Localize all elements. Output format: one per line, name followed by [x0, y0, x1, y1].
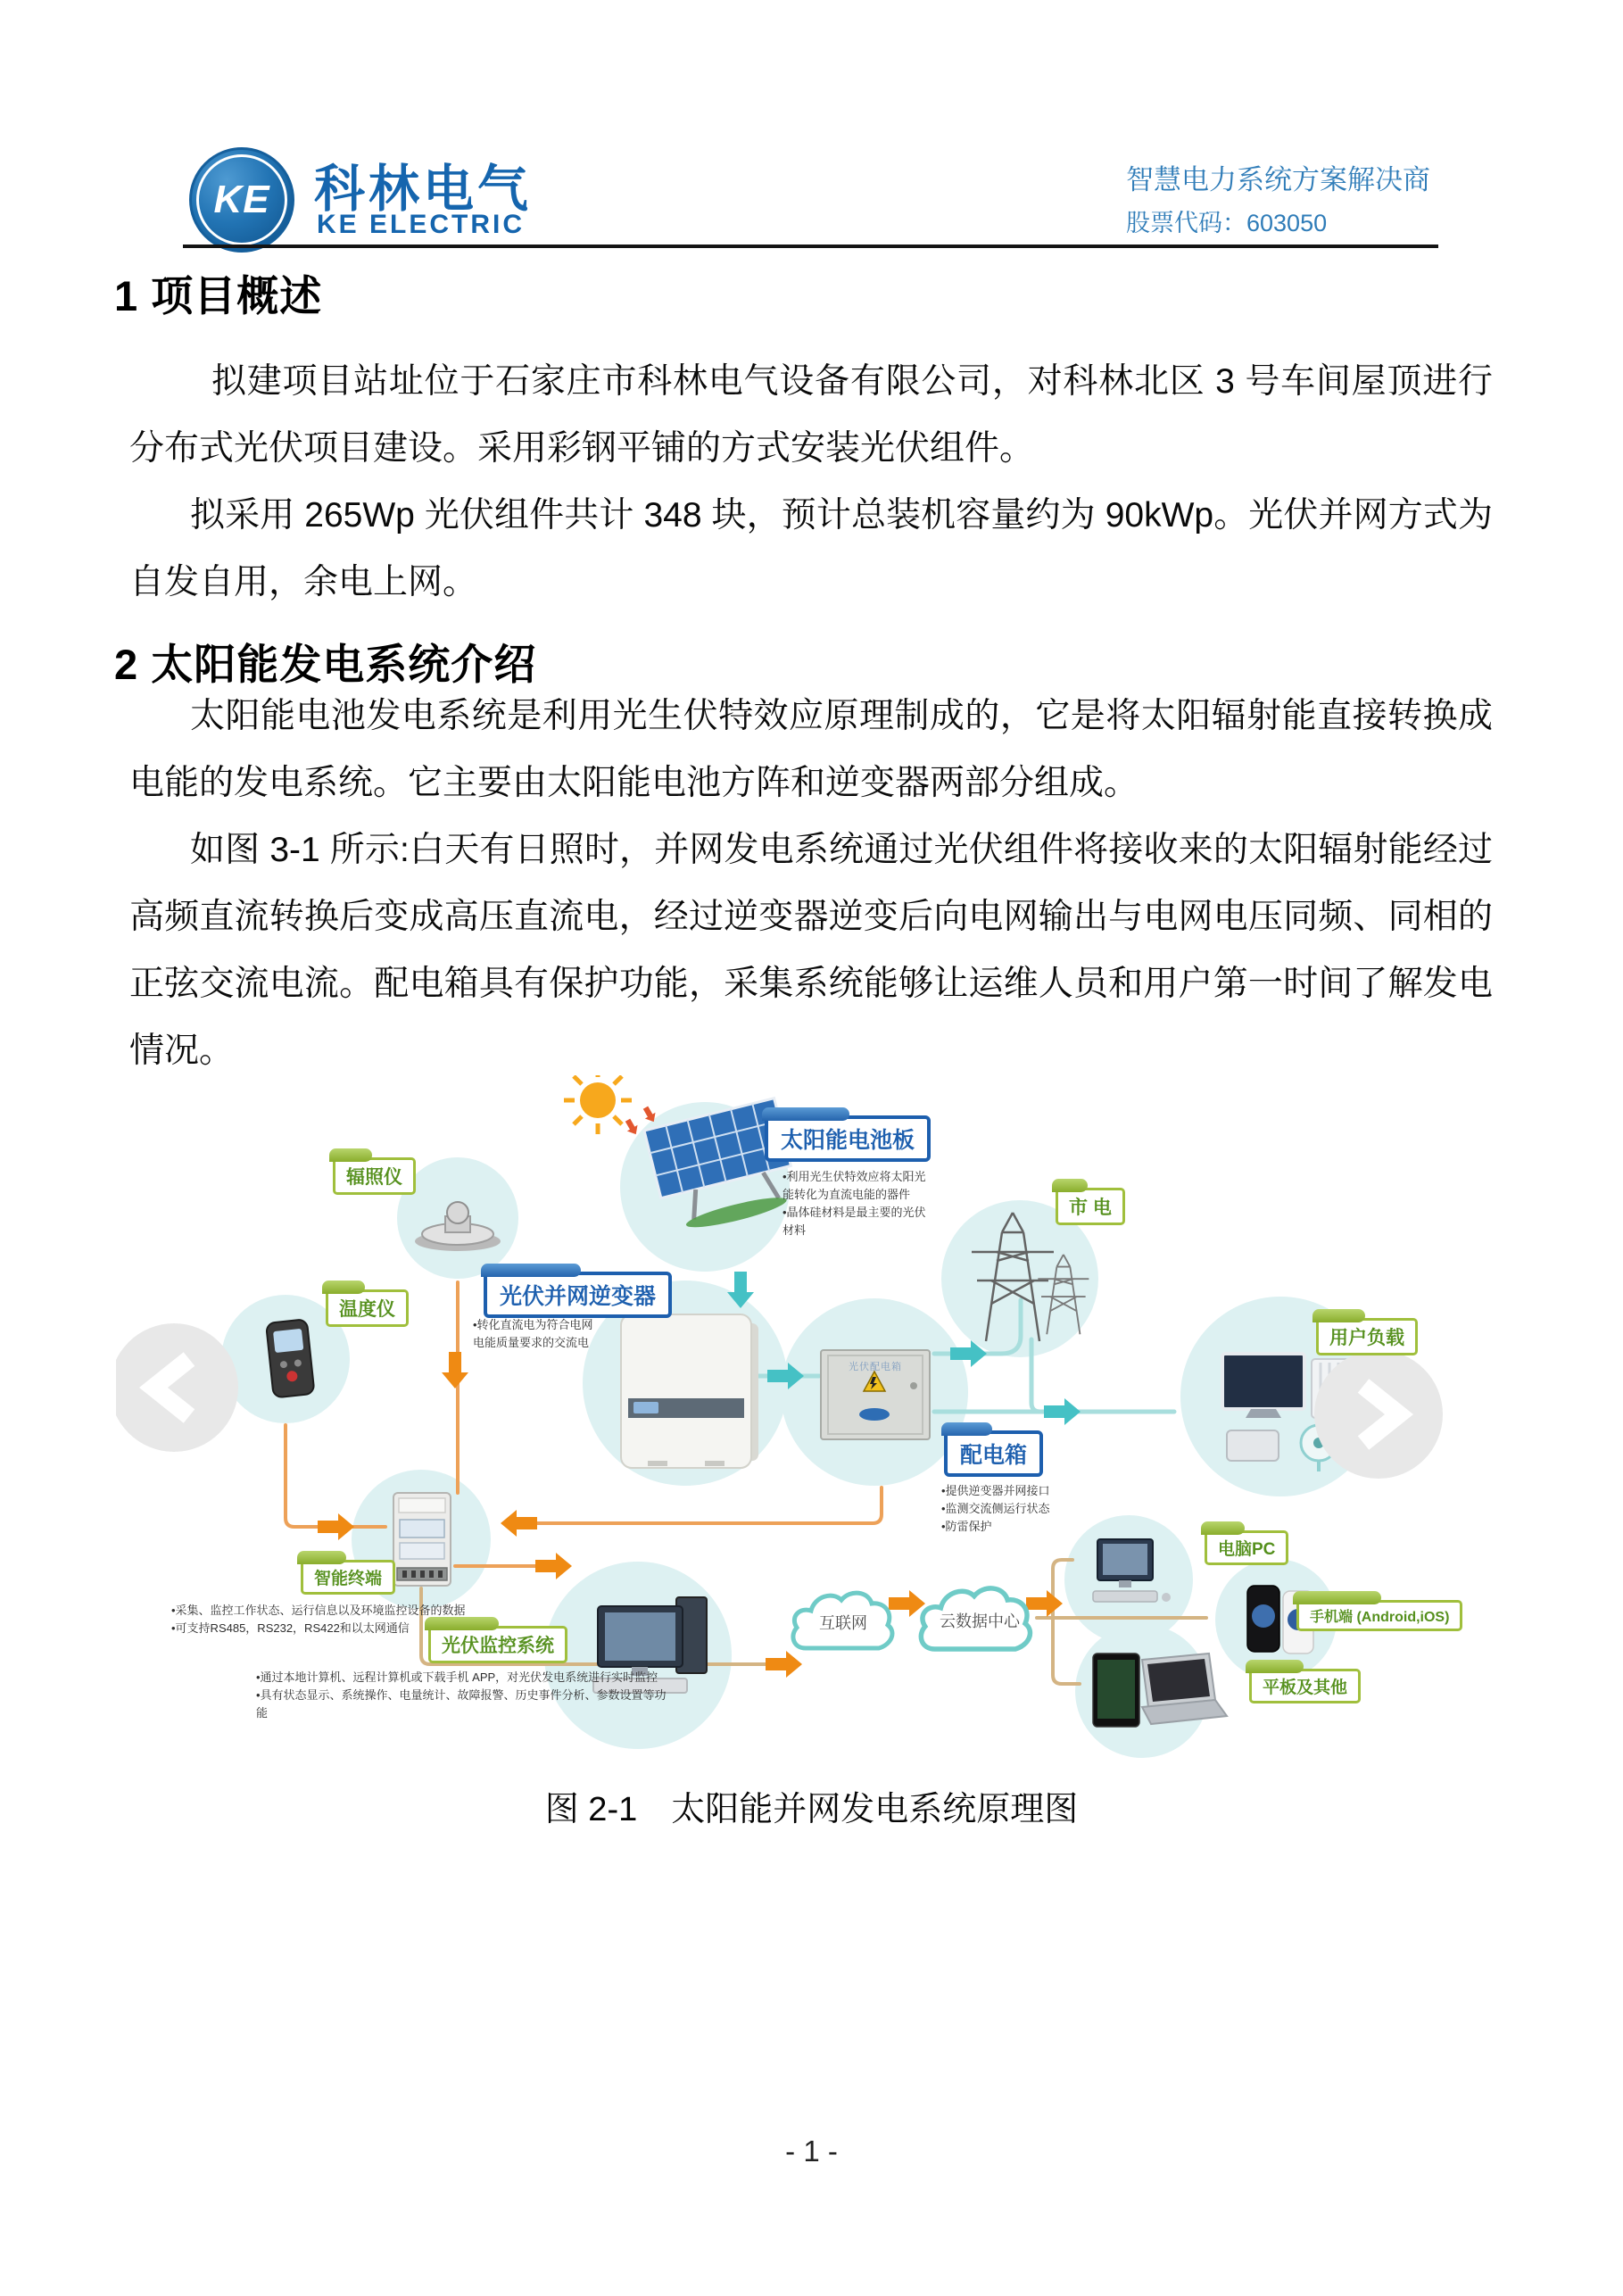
solar-panel-bullets: •利用光生伏特效应将太阳光能转化为直流电能的器件 •晶体硅材料是最主要的光伏材料	[783, 1170, 926, 1238]
distribution-box-bullets: •提供逆变器并网接口 •监测交流侧运行状态 •防雷保护	[941, 1484, 1050, 1534]
inverter-bullets: •转化直流电为符合电网电能质量要求的交流电	[473, 1318, 593, 1350]
label-utility-grid: 市 电	[1056, 1188, 1125, 1225]
smart-meter-icon	[393, 1493, 451, 1586]
section2-heading: 2 太阳能发电系统介绍	[114, 641, 537, 688]
label-tablet-others: 平板及其他	[1249, 1669, 1361, 1703]
label-smart-terminal: 智能终端	[301, 1560, 395, 1595]
internet-cloud-label: 互联网	[819, 1614, 867, 1632]
prev-arrow-icon[interactable]	[116, 1323, 238, 1452]
section1-paragraph2: 拟采用 265Wp 光伏组件共计 348 块，预计总装机容量约为 90kWp。光伏并网方式为自发自用，余电上网。	[129, 496, 1493, 601]
smart-terminal-bullets: •采集、监控工作状态、运行信息以及环境监控设备的数据 •可支持RS485，RS232，RS422和以太网通信	[171, 1604, 466, 1636]
label-pv-monitoring-system: 光伏监控系统	[428, 1626, 567, 1663]
thermometer-icon	[266, 1319, 315, 1397]
label-mobile: 手机端 (Android,iOS)	[1296, 1600, 1462, 1631]
page-number: - 1 -	[785, 2134, 838, 2168]
section2-paragraph2: 如图 3-1 所示:白天有日照时，并网发电系统通过光伏组件将接收来的太阳辐射能经过高频直流转换后变成高压直流电，经过逆变器逆变后向电网输出与电网电压同频、同相的正弦交流电流。配电箱具有保护功能，采集系统能够让运维人员和用户第一时间了解发电情况。	[129, 831, 1493, 1070]
company-logo	[189, 147, 294, 253]
inverter-icon	[621, 1314, 758, 1468]
tablet-laptop-icons	[1093, 1654, 1227, 1727]
pv-monitoring-bullets: •通过本地计算机、远程计算机或下载手机 APP，对光伏发电系统进行实时监控 •具有状态显示、系统操作、电量统计、故障报警、历史事件分析、参数设置等功能	[256, 1670, 667, 1720]
section1-heading: 1 项目概述	[114, 272, 323, 319]
distribution-box-title: 光伏配电箱	[849, 1362, 902, 1372]
figure-caption: 图 2-1 太阳能并网发电系统原理图	[544, 1791, 1079, 1828]
header-tagline: 智慧电力系统方案解决商	[1126, 164, 1430, 195]
label-inverter: 光伏并网逆变器	[484, 1272, 672, 1318]
cloud-datacenter-label: 云数据中心	[940, 1612, 1020, 1630]
company-name-en: KE ELECTRIC	[317, 210, 526, 239]
label-irradiance-meter: 辐照仪	[333, 1157, 416, 1195]
label-pc: 电脑PC	[1205, 1530, 1288, 1565]
label-solar-panel: 太阳能电池板	[765, 1115, 931, 1162]
header-divider	[183, 245, 1438, 248]
sun-icon	[564, 1075, 632, 1134]
logo-ke-text: KE	[213, 178, 270, 221]
label-distribution-box: 配电箱	[944, 1430, 1043, 1477]
next-arrow-icon[interactable]	[1314, 1350, 1443, 1479]
system-diagram	[116, 1075, 1508, 1776]
section2-paragraph1: 太阳能电池发电系统是利用光生伏特效应原理制成的，它是将太阳辐射能直接转换成电能的发电系统。它主要由太阳能电池方阵和逆变器两部分组成。	[129, 697, 1493, 802]
section1-paragraph1: 拟建项目站址位于石家庄市科林电气设备有限公司，对科林北区 3 号车间屋顶进行分布式光伏项目建设。采用彩钢平铺的方式安装光伏组件。	[129, 362, 1493, 468]
header-stock-code: 股票代码：603050	[1126, 210, 1328, 236]
label-user-load: 用户负载	[1316, 1318, 1418, 1355]
label-thermometer: 温度仪	[326, 1289, 409, 1327]
company-name-cn: 科林电气	[314, 161, 532, 218]
